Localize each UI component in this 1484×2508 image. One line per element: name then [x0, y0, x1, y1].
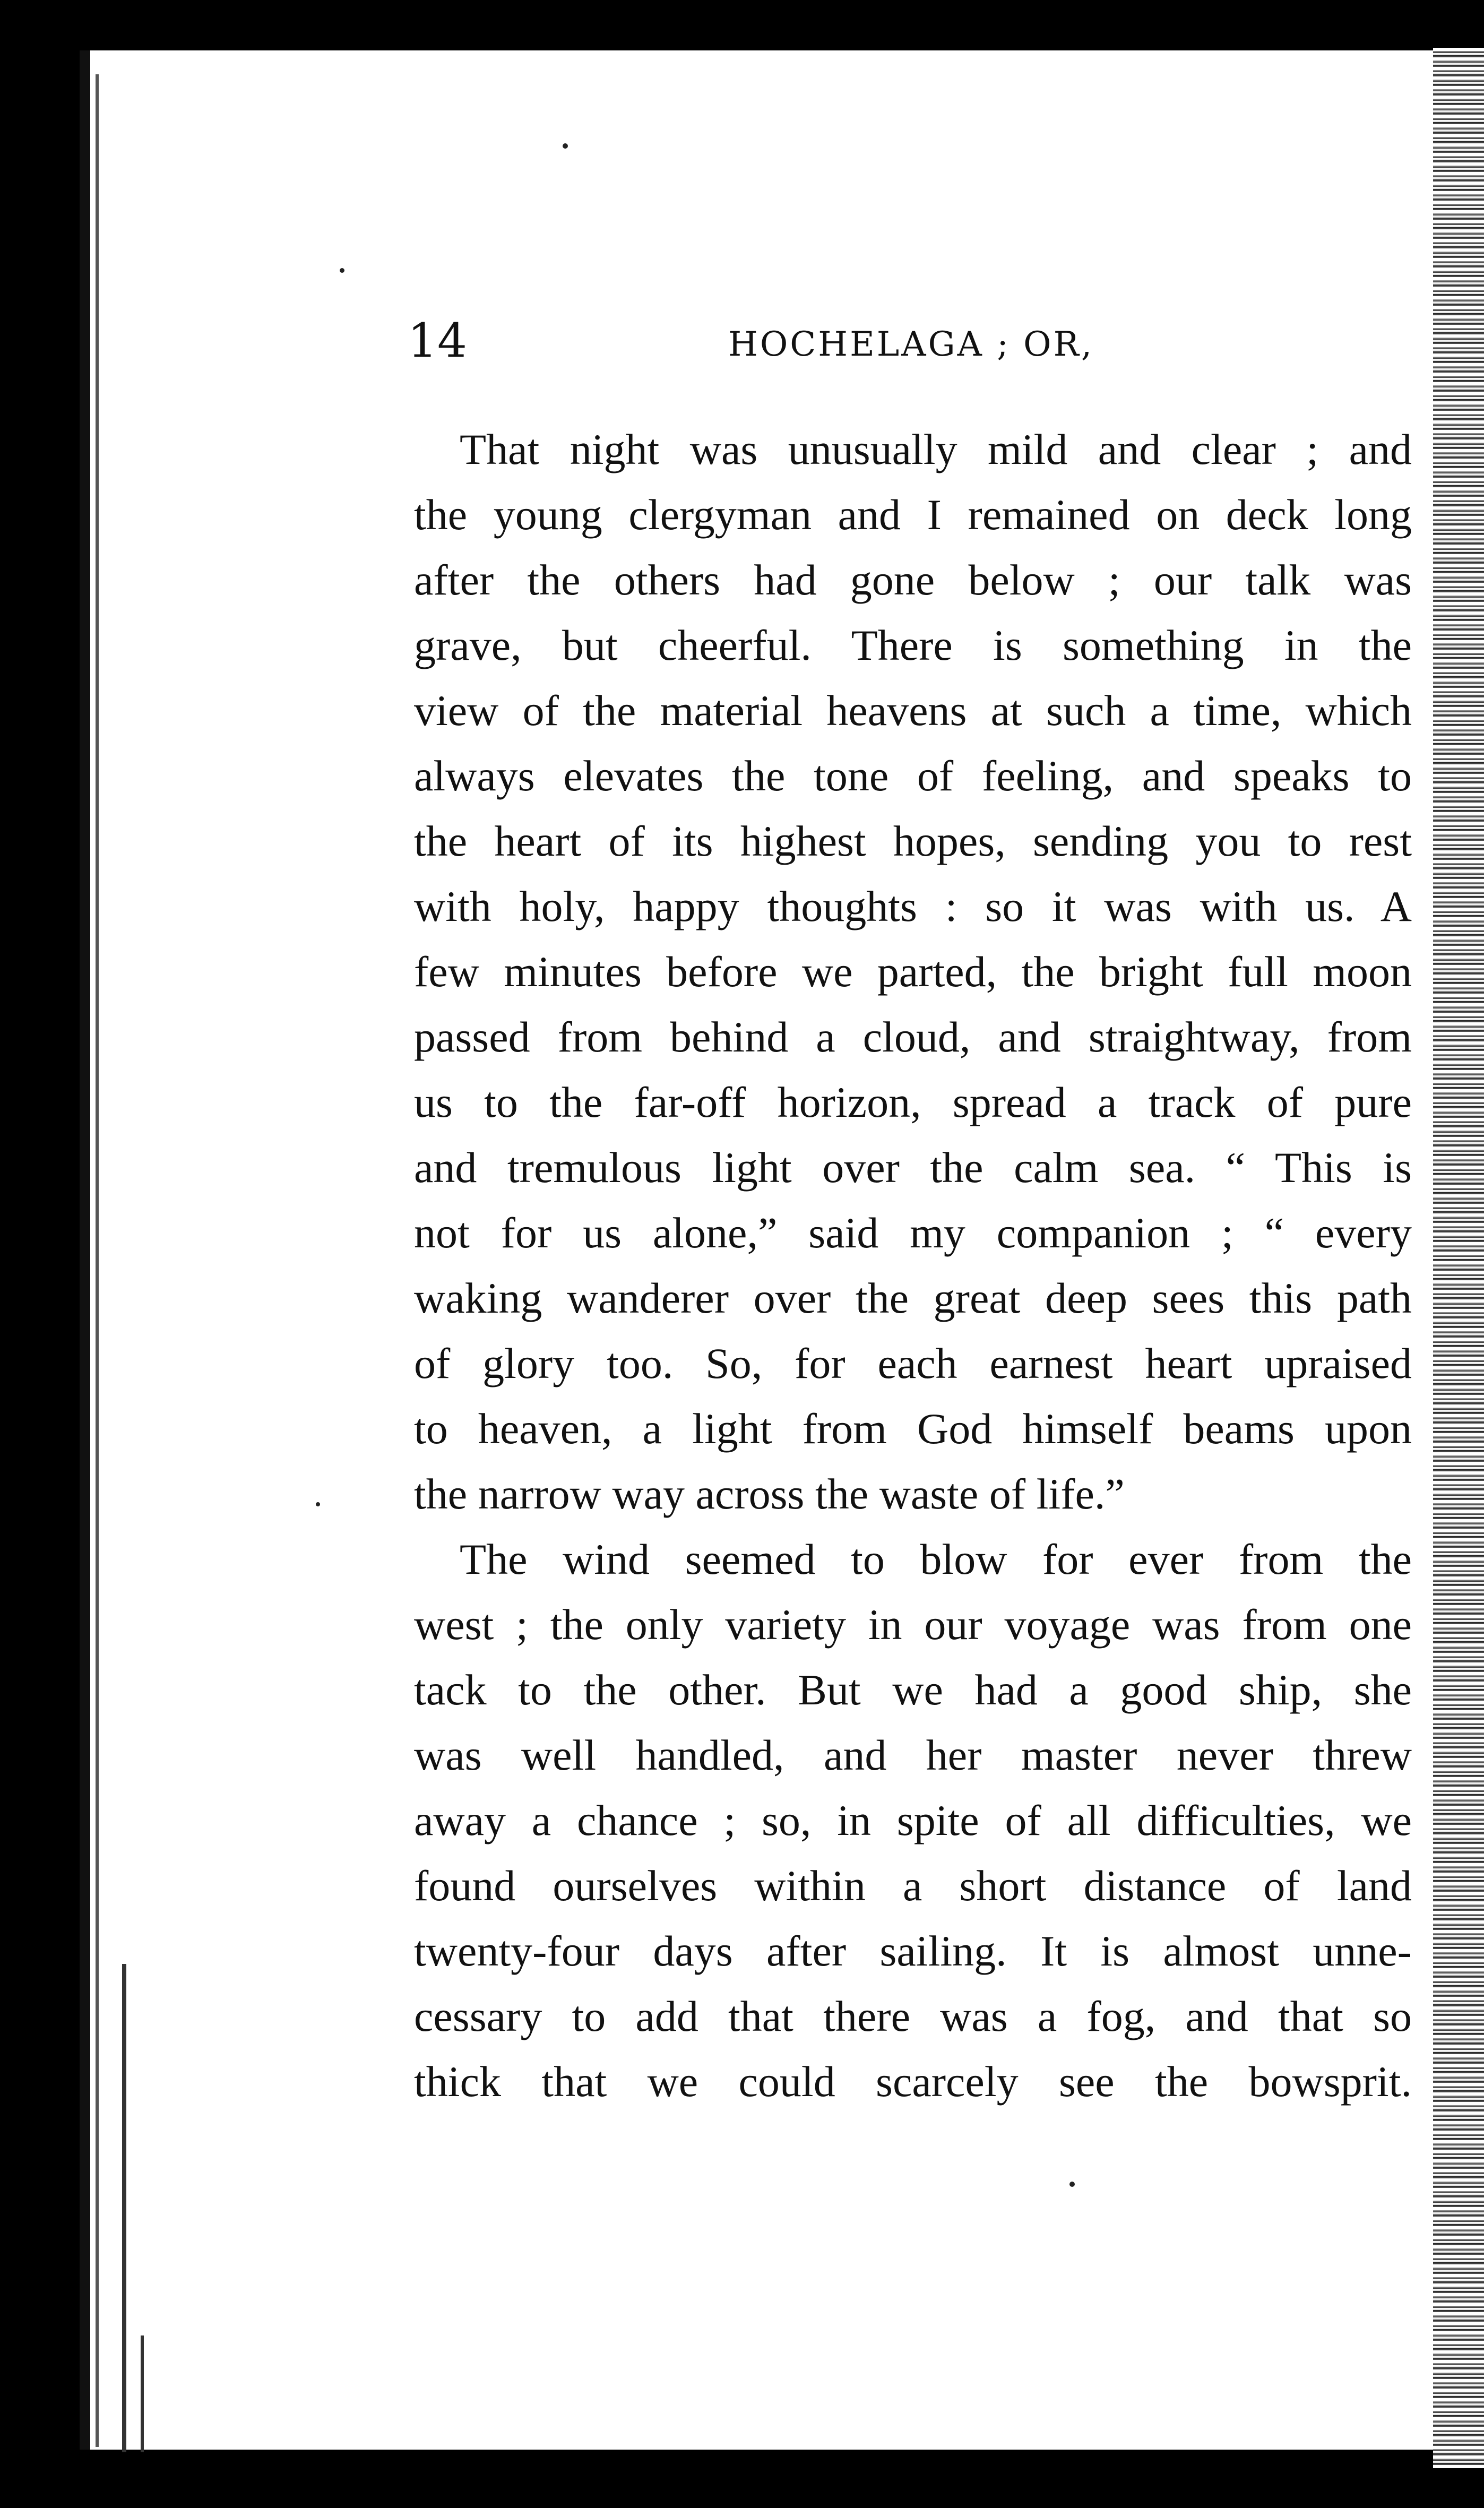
running-head: HOCHELAGA ; OR,	[728, 325, 1094, 364]
text-line: to heaven, a light from God himself beams upon	[414, 1404, 1412, 1453]
text-line: of glory too. So, for each earnest heart upraised	[414, 1339, 1412, 1387]
text-line: with holy, happy thoughts : so it was with us. A	[414, 882, 1412, 930]
text-line: the narrow way across the waste of life.”	[414, 1470, 1125, 1518]
binding-line	[80, 50, 90, 2450]
text-line: not for us alone,” said my companion ; “ every	[414, 1209, 1412, 1257]
paragraph	[414, 1527, 1412, 2114]
text-line: few minutes before we parted, the bright full moon	[414, 947, 1412, 996]
text-line: view of the material heavens at such a time, which	[414, 686, 1412, 735]
text-line: the young clergyman and I remained on deck long	[414, 490, 1412, 539]
text-line: twenty-four days after sailing. It is almost unne-	[414, 1927, 1412, 1975]
binding-line	[96, 74, 99, 2447]
text-line: found ourselves within a short distance of land	[414, 1861, 1412, 1910]
ink-speck	[563, 143, 568, 149]
page-number: 14	[408, 313, 467, 368]
ink-speck	[340, 268, 344, 273]
text-line: us to the far-off horizon, spread a track of pure	[414, 1078, 1412, 1126]
text-line: the heart of its highest hopes, sending you to rest	[414, 817, 1412, 865]
text-line: tack to the other. But we had a good ship, she	[414, 1666, 1412, 1714]
text-line: grave, but cheerful. There is something in the	[414, 621, 1412, 669]
text-line: away a chance ; so, in spite of all difficulties, we	[414, 1796, 1412, 1845]
binding-line	[122, 1964, 126, 2452]
text-line: cessary to add that there was a fog, and that so	[414, 1992, 1412, 2040]
text-line: That night was unusually mild and clear ; and	[460, 425, 1412, 473]
ink-speck	[1069, 2182, 1075, 2187]
text-line: after the others had gone below ; our talk was	[414, 556, 1412, 604]
text-line: always elevates the tone of feeling, and speaks to	[414, 752, 1412, 800]
torn-page-edge	[1433, 48, 1484, 2468]
text-line: The wind seemed to blow for ever from the	[460, 1535, 1412, 1583]
paragraph	[414, 417, 1412, 1527]
text-line: waking wanderer over the great deep sees this path	[414, 1274, 1412, 1322]
ink-speck	[316, 1502, 320, 1506]
text-line: passed from behind a cloud, and straightway, from	[414, 1013, 1412, 1061]
binding-line	[141, 2335, 144, 2452]
text-line: west ; the only variety in our voyage was from one	[414, 1600, 1412, 1649]
text-line: was well handled, and her master never threw	[414, 1731, 1412, 1779]
text-line: thick that we could scarcely see the bowsprit.	[414, 2057, 1412, 2106]
body-text	[414, 417, 1412, 2114]
text-line: and tremulous light over the calm sea. “ This is	[414, 1143, 1412, 1192]
